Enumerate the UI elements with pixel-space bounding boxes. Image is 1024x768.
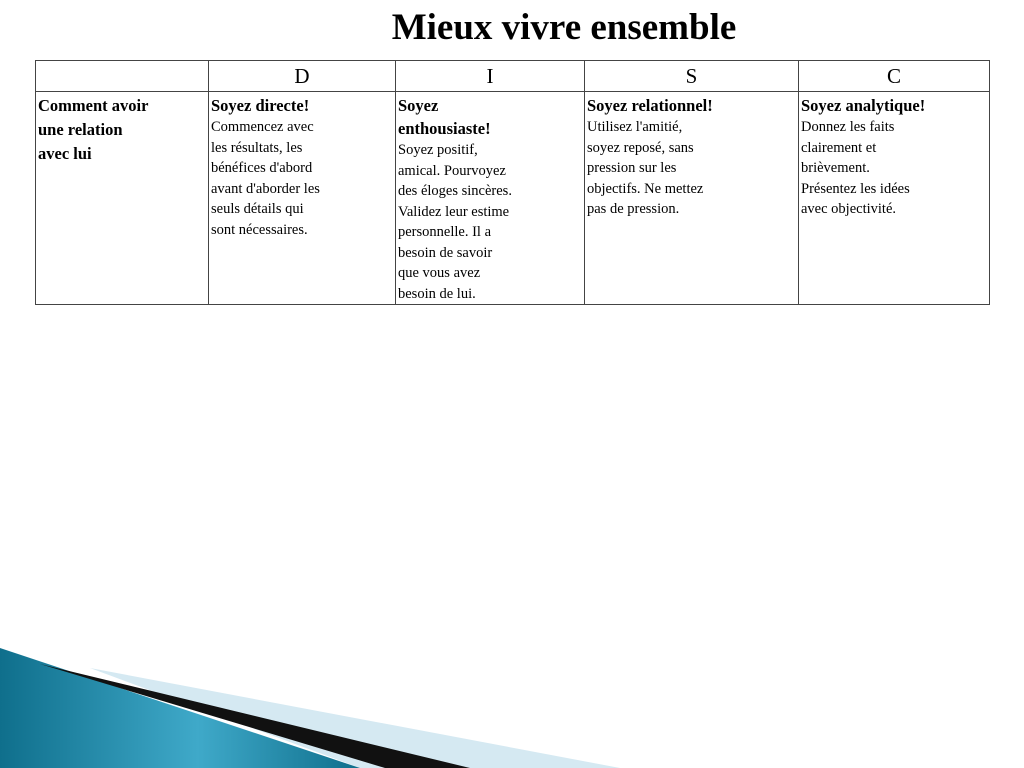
cell-s-heading: Soyez relationnel!	[587, 96, 713, 115]
header-i: I	[396, 61, 585, 92]
row-label: Comment avoir une relation avec lui	[38, 96, 149, 163]
header-empty	[36, 61, 209, 92]
cell-i	[396, 92, 585, 305]
cell-i-body: Soyez positif, amical. Pourvoyez des éloges sincères. Validez leur estime personnelle. Il a besoin de savoir que vous avez besoin de lui.	[398, 142, 512, 302]
cell-i-heading: Soyez enthousiaste!	[398, 96, 491, 138]
cell-c-heading: Soyez analytique!	[801, 96, 926, 115]
header-c: C	[799, 61, 990, 92]
cell-s	[585, 92, 799, 305]
wave-blue-band	[0, 648, 360, 768]
table-header-row	[36, 61, 990, 92]
cell-d	[209, 92, 396, 305]
row-label-cell	[36, 92, 209, 305]
header-s: S	[585, 61, 799, 92]
wave-black-stripe	[40, 664, 470, 768]
cell-d-heading: Soyez directe!	[211, 96, 310, 115]
wave-light-band	[90, 668, 620, 768]
cell-c-body: Donnez les faits clairement et brièvement. Présentez les idées avec objectivité.	[801, 119, 910, 217]
table-row	[36, 92, 990, 305]
cell-d-body: Commencez avec les résultats, les bénéfices d'abord avant d'aborder les seuls détails qui sont nécessaires.	[211, 119, 320, 238]
disc-table	[35, 60, 990, 305]
cell-s-body: Utilisez l'amitié, soyez reposé, sans pression sur les objectifs. Ne mettez pas de pression.	[587, 119, 704, 217]
header-d: D	[209, 61, 396, 92]
cell-c	[799, 92, 990, 305]
slide-title: Mieux vivre ensemble	[391, 7, 737, 48]
